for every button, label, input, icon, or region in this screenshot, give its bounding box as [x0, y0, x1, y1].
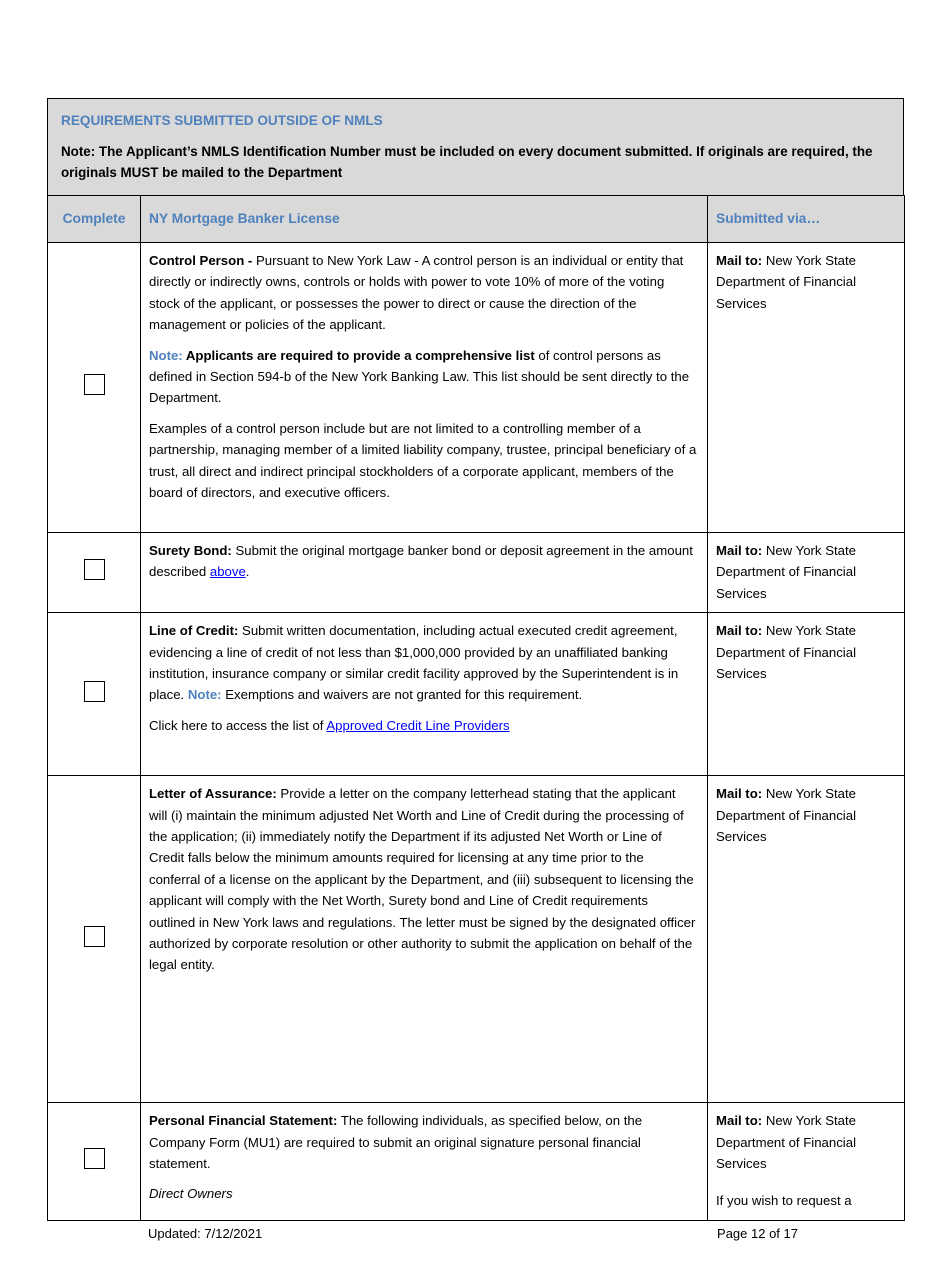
- mail-to-label: Mail to:: [716, 253, 763, 268]
- submitted-via: [708, 533, 905, 613]
- page-footer: [148, 1225, 798, 1263]
- table-row-control-person: [48, 243, 905, 533]
- mail-to-label: Mail to:: [716, 543, 763, 558]
- header-complete: Complete: [48, 196, 141, 243]
- complete-checkbox[interactable]: [84, 681, 105, 702]
- mail-to-address: New York State Department of Financial Services: [716, 253, 857, 311]
- complete-checkbox[interactable]: [84, 1148, 105, 1169]
- punctuation: .: [245, 564, 250, 580]
- mail-to-address: New York State Department of Financial Services: [716, 786, 857, 845]
- submitted-via: [708, 613, 905, 776]
- table-row-personal-financial-statement: [48, 1103, 905, 1221]
- section-title: REQUIREMENTS SUBMITTED OUTSIDE OF NMLS: [61, 113, 383, 128]
- mail-to-address: New York State Department of Financial Services: [716, 1113, 857, 1172]
- requirements-banner: [47, 98, 904, 195]
- requirement-title: Control Person -: [149, 253, 256, 268]
- requirement-text: The following individuals, as specified below, on the Company Form (MU1) are required to submit an original signature personal financial statement.: [149, 1113, 643, 1172]
- requirement-description: [141, 1103, 708, 1221]
- note-label: Note:: [187, 687, 222, 703]
- requirement-description: [141, 243, 708, 533]
- header-license: NY Mortgage Banker License: [141, 196, 708, 243]
- header-submitted-via: Submitted via…: [708, 196, 905, 243]
- complete-checkbox[interactable]: [84, 559, 105, 580]
- mail-to-label: Mail to:: [716, 623, 763, 639]
- submitted-via: [708, 243, 905, 533]
- note-label: Note:: [149, 347, 183, 363]
- providers-text: Click here to access the list of: [149, 717, 327, 733]
- mail-to-address: New York State Department of Financial Services: [716, 623, 857, 682]
- requirement-description: [141, 533, 708, 613]
- note-emphasis: Applicants are required to provide a comprehensive list: [182, 347, 535, 363]
- requirement-text: Provide a letter on the company letterhead stating that the applicant will (i) maintain the minimum adjusted Net Worth and Line of Credit during the processing of the application; (ii) immediately notify the Department if its adjusted Net Worth or Line of Credit falls below the minimum amounts required for licensing at any time prior to the conferral of a license on the applicant by the Department, and (iii) subsequent to licensing the applicant will comply with the Net Worth, Surety bond and Line of Credit requirements outlined in New York laws and regulations. The letter must be signed by the designated officer authorized by corporate resolution or other authority to submit the application on behalf of the legal entity.: [149, 786, 696, 973]
- updated-date: Updated: 7/12/2021: [148, 1225, 263, 1241]
- complete-checkbox[interactable]: [84, 374, 105, 395]
- table-row-line-of-credit: [48, 613, 905, 776]
- requirements-section: [47, 98, 904, 1221]
- request-note: If you wish to request a: [716, 1193, 852, 1209]
- requirement-description: [141, 613, 708, 776]
- approved-credit-line-providers-link[interactable]: Approved Credit Line Providers: [326, 717, 510, 733]
- submitted-via: [708, 776, 905, 1103]
- submitted-via: [708, 1103, 905, 1221]
- requirement-description: [141, 776, 708, 1103]
- requirements-table: [47, 195, 905, 1221]
- note-text: Exemptions and waivers are not granted for this requirement.: [221, 687, 583, 703]
- direct-owners-label: Direct Owners: [149, 1186, 233, 1202]
- table-row-surety-bond: [48, 533, 905, 613]
- complete-checkbox[interactable]: [84, 926, 105, 947]
- requirement-title: Letter of Assurance:: [149, 786, 277, 802]
- requirement-title: Line of Credit:: [149, 623, 239, 639]
- table-header-row: [48, 196, 905, 243]
- examples-text: Examples of a control person include but are not limited to a controlling member of a partnership, managing member of a limited liability company, trustee, principal beneficiary of a trust, all direct and indirect principal stockholders of a corporate applicant, members of the board of directors, and executive officers.: [149, 420, 697, 501]
- mail-to-label: Mail to:: [716, 1113, 763, 1129]
- mail-to-label: Mail to:: [716, 786, 763, 802]
- table-row-letter-of-assurance: [48, 776, 905, 1103]
- page-number: Page 12 of 17: [717, 1225, 798, 1241]
- above-link[interactable]: above: [209, 564, 246, 580]
- mail-to-address: New York State Department of Financial Services: [716, 543, 857, 601]
- note-text: of control persons as defined in Section 594-b of the New York Banking Law. This list should be sent directly to the Department.: [149, 347, 690, 406]
- requirement-title: Surety Bond:: [149, 543, 232, 558]
- requirement-title: Personal Financial Statement:: [149, 1113, 338, 1129]
- nmls-note: Note: The Applicant’s NMLS Identification Number must be included on every document submitted. If originals are required, the originals MUST be mailed to the Department: [61, 144, 873, 180]
- requirement-text: Pursuant to New York Law - A control person is an individual or entity that directly or indirectly owns, controls or holds with power to vote 10% of more of the voting stock of the applicant, or possesses the power to direct or cause the direction of the management or policies of the applicant.: [149, 253, 684, 333]
- requirement-text: Submit the original mortgage banker bond or deposit agreement in the amount described: [149, 543, 693, 580]
- requirement-text: Submit written documentation, including actual executed credit agreement, evidencing a line of credit of not less than $1,000,000 provided by an unaffiliated banking institution, insurance company or similar credit facility approved by the Superintendent is in place.: [149, 623, 679, 703]
